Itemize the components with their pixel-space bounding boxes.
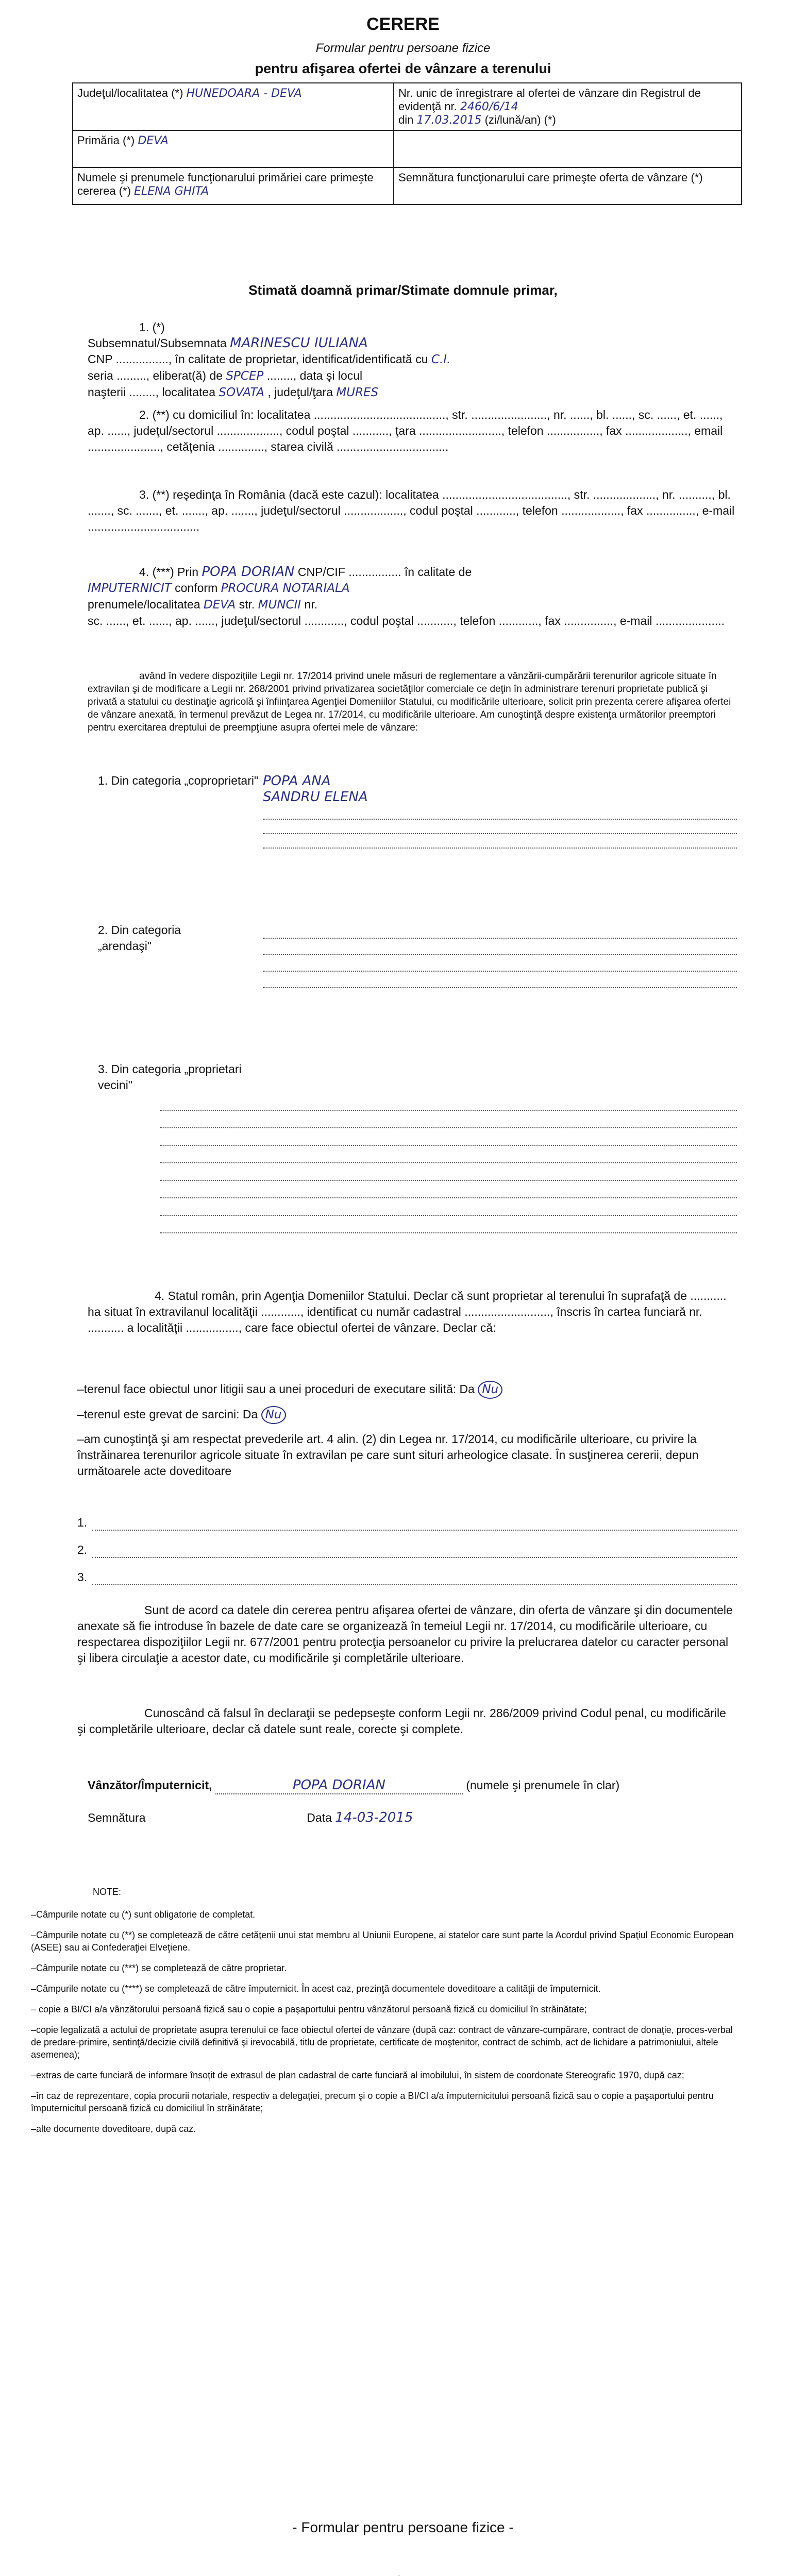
signature-block-1 [31,1777,752,1826]
greeting: Stimată doamnă primar/Stimate domnule primar, [248,282,558,298]
p1-num: 1. (*) [139,320,165,334]
p4-loc: DEVA [204,598,236,612]
nr-label: Nr. unic de înregistrare al ofertei de vânzare din Registrul de evidenţă nr. [398,87,701,113]
p4-imp: IMPUTERNICIT [88,582,172,595]
note-item: –Câmpurile notate cu (*) sunt obligatorie de completat. [31,1909,256,1920]
section-2: 2. (**) cu domiciliul în: localitatea ........................................, str. ......................., nr. ......, bl. ......, sc. ......, et. ......, ap. ......, judeţul/sectorul ..................., codul poştal ..........., ţara ........................., telefon ................, fax ..................., email ......................, cetăţenia .............., starea civilă .................................. [88,408,723,453]
p4-value: POPA DORIAN [202,564,295,580]
functionar-label: Numele şi prenumele funcţionarului primăriei care primeşte cererea (*) [77,171,374,197]
section-8: Cunoscând că falsul în declaraţii se pedepseşte conform Legii nr. 286/2009 privind Codul penal, cu modificările şi completările ulterioare, declar că datele sunt reale, corecte şi complete. [77,1706,726,1736]
section-4 [88,564,737,629]
semnatura-label: Semnătura [88,1811,146,1824]
din-value: 17.03.2015 [416,114,482,127]
decl1-answer: Nu [478,1381,502,1399]
cat3-line-3 [160,1128,737,1146]
section-1 [88,319,747,401]
cat3-line-4 [160,1146,737,1163]
note-item: –Câmpurile notate cu (****) se completează de către împuternicit. În acest caz, prezinţă documentele doveditoare a calităţii de împuternicit. [31,1984,601,1994]
form1-subtitle: Formular pentru persoane fizice [315,41,491,55]
p1-line2: CNP ................, în calitate de proprietar, identificat/identificată cu [88,352,428,366]
functionar-value: ELENA GHITA [134,185,209,198]
data-label: Data [307,1811,332,1824]
notes-1 [31,1886,742,2135]
p1-loc: SOVATA [219,386,265,399]
p4-nr: nr. [304,598,318,611]
note-item: –alte documente doveditoare, după caz. [31,2124,196,2134]
note-item: –în caz de reprezentare, copia procurii notariale, respectiv a delegaţiei, precum şi o copie a BI/CI a/a împuternicitului persoană fizică sau o copie a paşaportului pentru împuternicitul persoană fizică cu domiciliul în străinătate; [31,2091,714,2113]
decl1: –terenul face obiectul unor litigii sau a unei proceduri de executare silită: Da [77,1382,475,1396]
decl3: –am cunoştinţă şi am respectat prevederile art. 4 alin. (2) din Legea nr. 17/2014, cu modificările ulterioare, cu privire la înstrăinarea terenurilor agricole situate în extravilan pe care sunt situri arheologice clasate. În susţinerea cererii, depun următoarele acte doveditoare [77,1432,699,1478]
note-item: –copie legalizată a actului de proprietate asupra terenului ce face obiectul ofertei de vânzare (după caz: contract de vânzare-cumpărare, contract de donaţie, proces-verbal de predare-primire, sentinţă/decizie civilă definitivă şi irevocabilă, titlu de proprietate, certificate de moştenitor, contract de schimb, act de lichidare a patrimoniului, altele asemenea); [31,2025,733,2060]
din-label: din [398,113,414,126]
decl2: –terenul este grevat de sarcini: Da [77,1408,258,1421]
cat3-line-6 [160,1181,737,1198]
semnatura-functionar-label: Semnătura funcţionarului care primeşte oferta de vânzare (*) [398,171,703,184]
p1-judet: MURES [336,386,379,399]
p4-line3: sc. ......, et. ......, ap. ......, judeţul/sectorul ............, codul poştal ..........., telefon ............, fax ..............., e-mail ..................... [88,614,725,628]
cat1-line-4 [263,820,737,834]
documents-list [77,1515,737,1585]
nr-value: 2460/6/14 [460,100,518,113]
section-3: 3. (**) reşedinţa în România (dacă este cazul): localitatea ......................................, str. ..................., nr. .........., bl. ......., sc. ......., et. ......., ap. ......., judeţul/sectorul .................., codul poştal ............, telefon .................., fax ..............., e-mail .................................. [88,488,735,533]
cat2-line-3 [263,955,737,972]
cat1-value-2: SANDRU ELENA [263,789,368,805]
p1-eliberat: SPCEP [226,369,264,383]
cat3-line-8 [160,1216,737,1233]
decl2-answer: Nu [261,1406,286,1424]
cat3-block [98,1061,737,1233]
cat3-line-2 [160,1111,737,1128]
p1-line1: Subsemnatul/Subsemnata [88,336,227,350]
cat1-line-3 [263,805,737,820]
note-item: –Câmpurile notate cu (***) se completează de către proprietar. [31,1963,287,1973]
doc-item-1: 1. [77,1516,88,1529]
judet-label: Judeţul/localitatea (*) [77,87,183,99]
cat2-line-2 [263,939,737,955]
judet-value: HUNEDOARA - DEVA [186,87,302,100]
p4-str: str. [239,598,255,611]
doc-item-2: 2. [77,1543,88,1556]
cat2-label: 2. Din categoria „arendaşi" [98,923,181,953]
p1-line3: seria ........., eliberat(ă) de [88,369,223,382]
p1-name: MARINESCU IULIANA [230,335,368,351]
p4-rest: CNP/CIF ................ în calitate de [297,565,472,579]
p4-label: 4. (***) Prin [139,565,199,579]
form1-title: CERERE [366,14,440,34]
note-item: – copie a BI/CI a/a vânzătorului persoană fizică sau o copie a paşaportului pentru vânzătorul persoană fizică cu domiciliul în străinătate; [31,2004,587,2014]
cat3-line-1 [160,1093,737,1111]
primaria-label: Primăria (*) [77,134,135,147]
cat2-line-1 [263,922,737,939]
cat3-line-7 [160,1198,737,1216]
p1-line4: naşterii ........, localitatea [88,385,216,399]
cat1-block [98,773,737,849]
cat1-label: 1. Din categoria „coproprietari" [98,774,259,787]
cat3-label: 3. Din categoria „proprietari vecini" [98,1062,242,1092]
header-table [72,82,742,205]
p4-prenumele: prenumele/localitatea [88,598,200,611]
vanzator-value: POPA DORIAN [215,1777,463,1794]
section-5: având în vedere dispoziţiile Legii nr. 17/2014 privind unele măsuri de reglementare a vânzării-cumpărării terenurilor agricole situate în extravilan şi de modificare a Legii nr. 268/2001 privind privatizarea societăţilor comerciale ce deţin în administrare terenuri proprietate publică şi privată a statului cu destinaţie agricolă şi înfiinţarea Agenţiei Domeniilor Statului, cu modificările ulterioare, solicit prin prezenta cerere afişarea ofertei de vânzare anexată, în termenul prevăzut de Legea nr. 17/2014, cu modificările ulterioare. Am cunoştinţă despre existenţa următorilor preemptori pentru exercitarea dreptului de preempţiune asupra ofertei mele de vânzare: [88,671,731,733]
section-6: 4. Statul român, prin Agenţia Domeniilor Statului. Declar că sunt proprietar al terenului în suprafaţă de ........... ha situat în extravilanul localităţii ............, identificat cu număr cadastral .........................., înscris în cartea funciară nr. ........... a localităţii ................, care face obiectul ofertei de vânzare. Declar că: [88,1289,727,1334]
p4-conform: conform [175,581,218,595]
section-7: Sunt de acord ca datele din cererea pentru afişarea ofertei de vânzare, din oferta de vânzare şi din documentele anexate să fie introduse în bazele de date care se organizează în temeiul Legii nr. 17/2014, cu modificările ulterioare, cu respectarea dispoziţiilor Legii nr. 677/2001 pentru protecţia persoanelor cu privire la prelucrarea datelor cu caracter personal şi libera circulaţie a acestor date, cu modificările şi completările ulterioare. [77,1603,733,1665]
cat1-value-1: POPA ANA [263,773,331,789]
note-item: –extras de carte funciară de informare însoţit de extrasul de plan cadastral de carte funciară al imobilului, în sistem de coordonate Stereografic 1970, după caz; [31,2070,684,2080]
p4-proc: PROCURA NOTARIALA [221,582,350,595]
vanzator-suffix: (numele şi prenumele în clar) [466,1778,620,1792]
p4-strv: MUNCII [258,598,301,612]
cat2-block [98,922,737,988]
cat1-line-5 [263,834,737,849]
din-suffix: (zi/lună/an) (*) [484,113,556,126]
form2-subtitle: - Formular pentru persoane fizice - [292,2519,514,2535]
note-item: –Câmpurile notate cu (**) se completează de către cetăţenii unui stat membru al Uniunii Europene, ai statelor care sunt parte la Acordul privind Spaţiul Economic European (ASEE) sau ai Confederaţiei Elveţiene. [31,1930,734,1953]
notes-title: NOTE: [93,1887,122,1897]
doc-item-3: 3. [77,1570,88,1584]
vanzator-label: Vânzător/Împuternicit, [88,1778,212,1792]
p1-line3b: ........, data şi locul [266,369,363,382]
cat2-line-4 [263,972,737,988]
form1-heading: pentru afişarea ofertei de vânzare a terenului [255,61,551,76]
p1-ci: C.I. [431,353,451,366]
data-value: 14-03-2015 [335,1810,413,1825]
declarations [77,1381,737,1479]
p1-judet-label: , judeţul/ţara [267,385,333,399]
cat3-line-5 [160,1163,737,1181]
primaria-value: DEVA [138,134,169,147]
